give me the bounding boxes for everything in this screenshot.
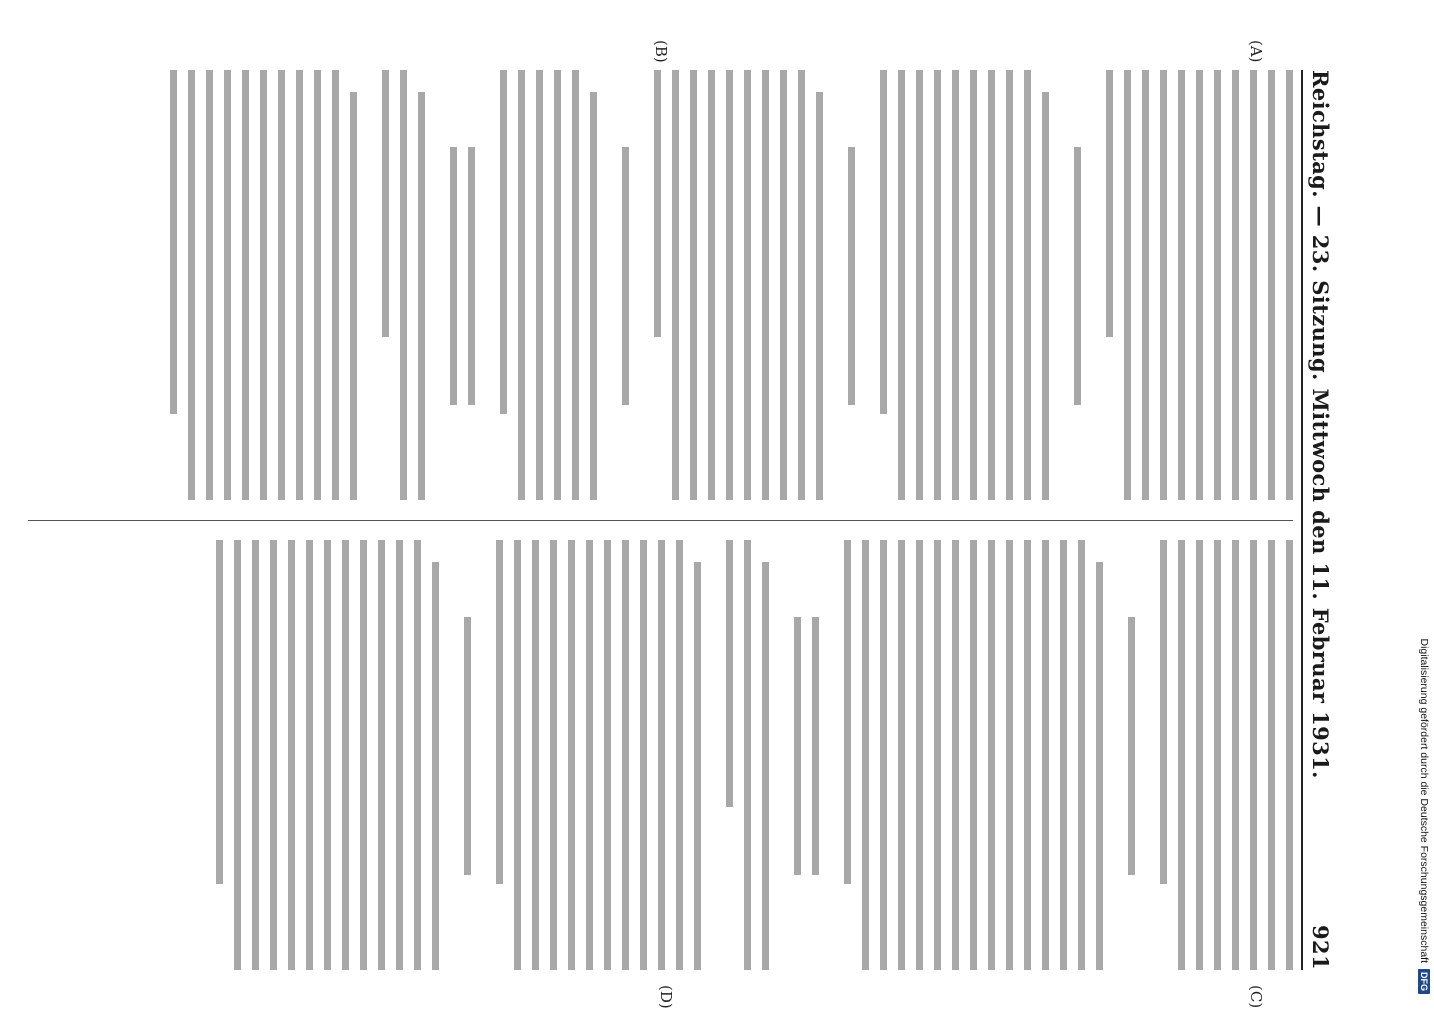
dfg-logo: DFG: [1418, 969, 1430, 994]
margin-letter-a: (A): [1247, 40, 1265, 63]
dfg-credit-text: Digitalisierung gefördert durch die Deutsche Forschungsgemeinschaft: [1418, 638, 1430, 963]
margin-letter-b: (B): [652, 40, 670, 63]
header-title: Reichstag. — 23. Sitzung. Mittwoch den 11. Februar 1931.: [1308, 70, 1333, 779]
margin-letter-d: (D): [657, 985, 675, 1009]
dfg-credit: [1414, 0, 1434, 1000]
text-column-left: [28, 70, 1293, 500]
column-divider: [28, 520, 1293, 521]
text-column-right: [28, 540, 1293, 970]
header-rule: [1301, 70, 1303, 970]
running-header: [1303, 70, 1337, 970]
page-number: 921: [1308, 924, 1333, 970]
margin-letter-c: (C): [1247, 985, 1265, 1009]
